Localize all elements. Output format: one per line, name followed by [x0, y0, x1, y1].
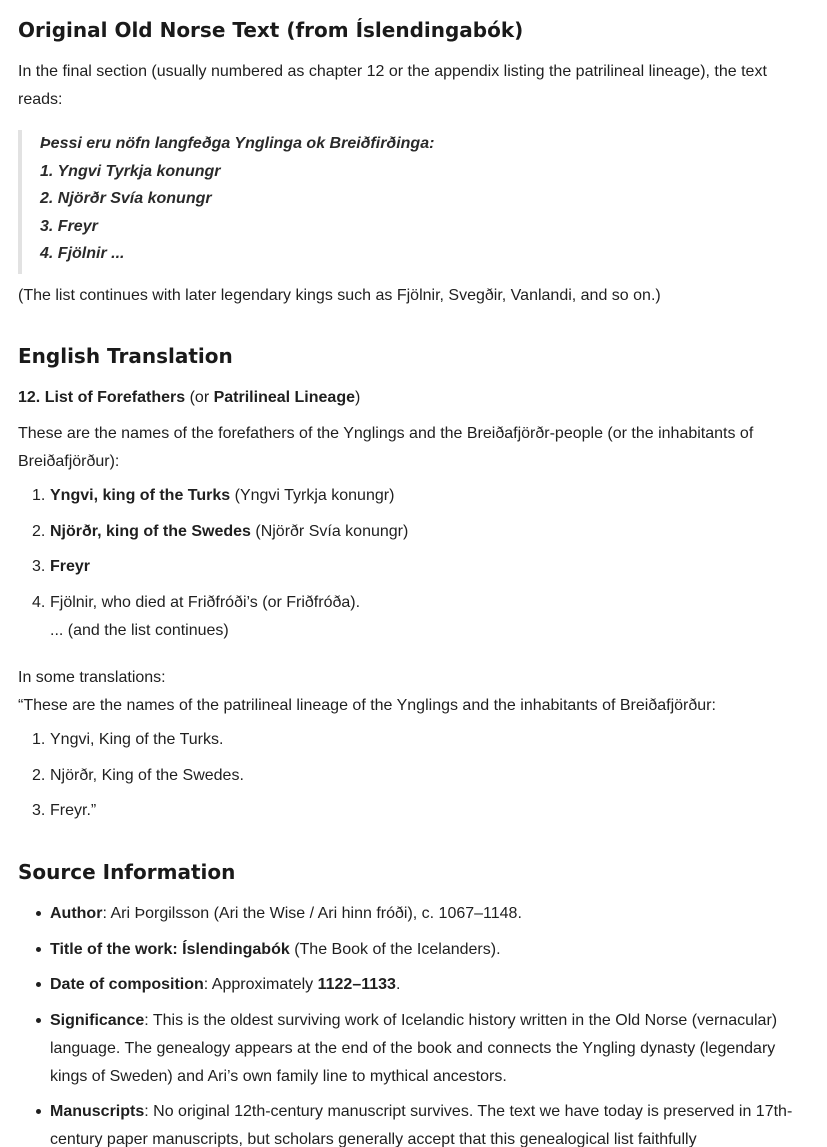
list-number: 1.: [32, 731, 46, 748]
list-number: 3.: [32, 802, 46, 819]
item-rest: (Njörðr Svía konungr): [250, 522, 409, 540]
title-label: Title of the work: [50, 940, 173, 958]
bullet-icon: [36, 947, 41, 952]
heading-original-text: Original Old Norse Text (from Íslendingabók): [18, 18, 524, 42]
author-text: : Ari Þorgilsson (Ari the Wise / Ari hinn fróði), c. 1067–1148.: [102, 905, 522, 922]
bullet-icon: [36, 1018, 41, 1023]
quote-line-title: Þessi eru nöfn langfeðga Ynglinga ok Breiðfirðinga:: [40, 135, 435, 152]
item-text: Freyr.”: [50, 802, 97, 819]
list-item: [32, 482, 802, 510]
some-translations-label: In some translations:: [18, 669, 166, 686]
list-item-date: [32, 971, 807, 999]
date-bold: 1122–1133: [317, 976, 396, 993]
list-item: [32, 762, 802, 790]
significance-text: : This is the oldest surviving work of Icelandic history written in the Old Norse (vernacular) language. The genealogy appears at the end of the book and connects the Yngling dynasty (legendary kings of Sweden) and Ari’s own family line to mythical ancestors.: [50, 1011, 778, 1085]
quote-line-4: 4. Fjölnir ...: [40, 245, 125, 262]
bullet-icon: [36, 911, 41, 916]
old-norse-blockquote: [18, 130, 434, 274]
list-item: [32, 726, 802, 754]
list-item: [32, 553, 802, 581]
quote-line-1: 1. Yngvi Tyrkja konungr: [40, 162, 221, 180]
list-number: 2.: [32, 766, 46, 784]
significance-label: Significance: [50, 1011, 145, 1029]
item-continuation: ... (and the list continues): [50, 621, 229, 639]
continuation-note: (The list continues with later legendary kings such as Fjölnir, Svegðir, Vanlandi, and so on.): [18, 287, 661, 304]
forefathers-list: [32, 482, 802, 652]
list-number: 1.: [32, 487, 46, 504]
list-number: 2.: [32, 522, 46, 540]
heading-english-translation: English Translation: [18, 344, 233, 368]
forefathers-paragraph: These are the names of the forefathers of the Ynglings and the Breiðafjörðr-people (or the inhabitants of Breiðafjörður):: [18, 425, 754, 470]
manuscripts-text: : No original 12th-century manuscript survives. The text we have today is preserved in 17th-century paper manuscripts, but scholars generally accept that this genealogical list faithfully: [50, 1103, 793, 1147]
alt-translation-list: [32, 726, 802, 833]
list-item: [32, 518, 802, 546]
source-info-list: [32, 900, 807, 1147]
item-rest: Fjölnir, who died at Friðfróði’s (or Friðfróða).: [50, 593, 361, 611]
quote-line-3: 3. Freyr: [40, 217, 98, 235]
date-mid: : Approximately: [203, 976, 318, 993]
list-item: [32, 589, 802, 645]
intro-paragraph: In the final section (usually numbered as chapter 12 or the appendix listing the patrilineal lineage), the text reads:: [18, 63, 767, 108]
some-translations-paragraph: [18, 664, 808, 720]
list-title-mid: (or: [185, 389, 214, 406]
item-rest: (Yngvi Tyrkja konungr): [230, 487, 395, 504]
list-title-bold2: Patrilineal Lineage: [213, 389, 355, 406]
title-rest: (The Book of the Icelanders).: [289, 940, 501, 958]
item-text: Njörðr, King of the Swedes.: [50, 766, 244, 784]
title-bold: Íslendingabók: [182, 940, 290, 958]
list-title-end: ): [355, 389, 361, 406]
quote-line-2: 2. Njörðr Svía konungr: [40, 190, 212, 207]
list-number: 3.: [32, 558, 46, 575]
bullet-icon: [36, 1109, 41, 1114]
manuscripts-label: Manuscripts: [50, 1103, 145, 1120]
date-end: .: [395, 976, 401, 993]
item-text: Yngvi, King of the Turks.: [50, 731, 224, 748]
list-item-significance: [32, 1007, 807, 1091]
author-label: Author: [50, 905, 103, 922]
list-title: [18, 384, 360, 412]
list-number: 4.: [32, 593, 46, 611]
item-bold: Yngvi, king of the Turks: [50, 487, 231, 504]
quote-intro: “These are the names of the patrilineal lineage of the Ynglings and the inhabitants of Breiðafjörður:: [18, 697, 716, 714]
list-item-author: [32, 900, 807, 928]
list-item-title: [32, 936, 807, 964]
bullet-icon: [36, 982, 41, 987]
list-item-manuscripts: [32, 1098, 807, 1147]
item-bold: Freyr: [50, 558, 91, 575]
item-bold: Njörðr, king of the Swedes: [50, 522, 251, 540]
title-sep: :: [172, 940, 183, 958]
list-title-bold: 12. List of Forefathers: [18, 389, 186, 406]
date-label: Date of composition: [50, 976, 204, 993]
heading-source-information: Source Information: [18, 860, 236, 884]
list-item: [32, 797, 802, 825]
